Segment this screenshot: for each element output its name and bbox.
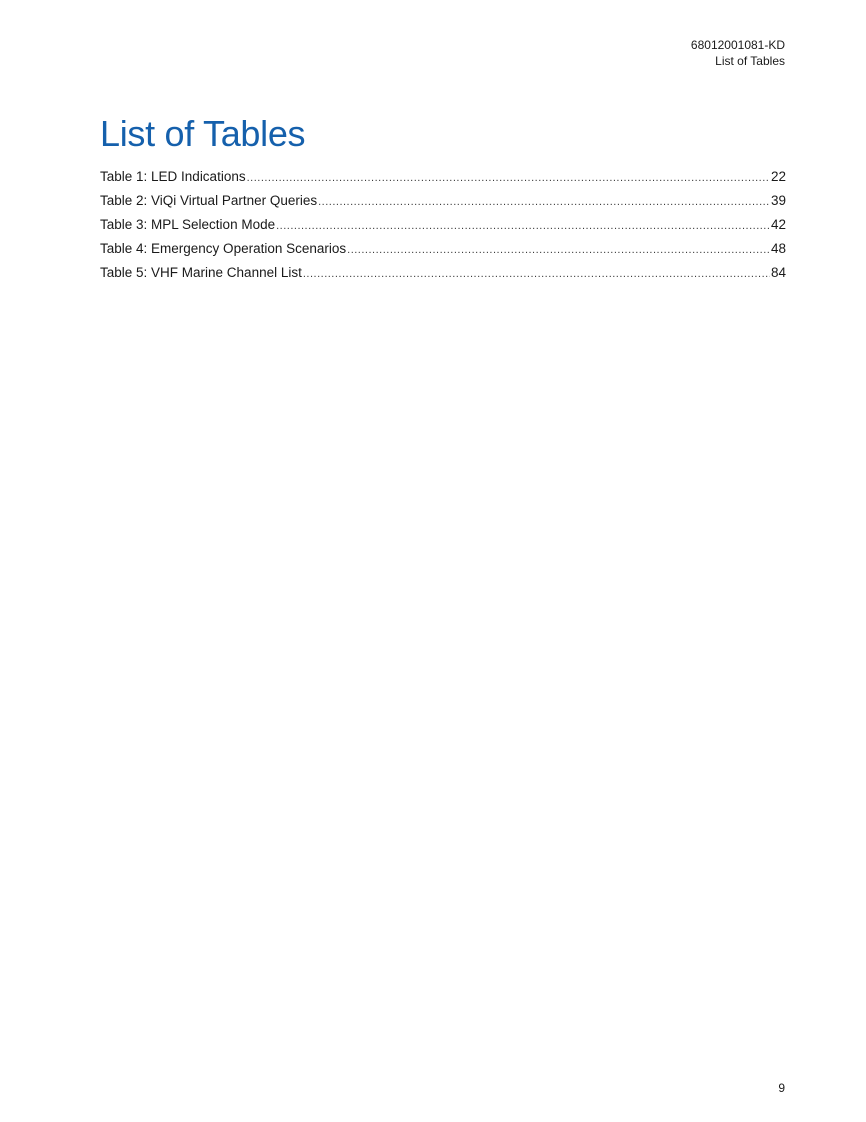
toc-entry-label: Table 3: MPL Selection Mode — [100, 217, 276, 232]
toc-entry[interactable] — [100, 263, 786, 287]
toc-entry[interactable] — [100, 191, 786, 215]
section-name: List of Tables — [715, 54, 785, 68]
toc-entry-page: 48 — [770, 241, 786, 256]
dot-leader — [247, 168, 770, 188]
toc-entry[interactable] — [100, 215, 786, 239]
toc-entry[interactable] — [100, 167, 786, 191]
page-number: 9 — [778, 1081, 785, 1095]
toc-entry-label: Table 1: LED Indications — [100, 169, 246, 184]
toc-entry[interactable] — [100, 239, 786, 263]
dot-leader — [347, 240, 770, 260]
dot-leader — [303, 264, 770, 284]
running-header — [691, 37, 785, 69]
table-of-contents — [100, 167, 786, 287]
page-title: List of Tables — [100, 113, 306, 154]
toc-entry-page: 22 — [770, 169, 786, 184]
doc-number: 68012001081-KD — [690, 38, 785, 52]
toc-entry-label: Table 2: ViQi Virtual Partner Queries — [100, 193, 318, 208]
toc-entry-label: Table 5: VHF Marine Channel List — [100, 265, 302, 280]
toc-entry-page: 84 — [770, 265, 786, 280]
toc-entry-label: Table 4: Emergency Operation Scenarios — [100, 241, 347, 256]
toc-entry-page: 39 — [770, 193, 786, 208]
dot-leader — [318, 192, 770, 212]
dot-leader — [276, 216, 770, 236]
toc-entry-page: 42 — [770, 217, 786, 232]
